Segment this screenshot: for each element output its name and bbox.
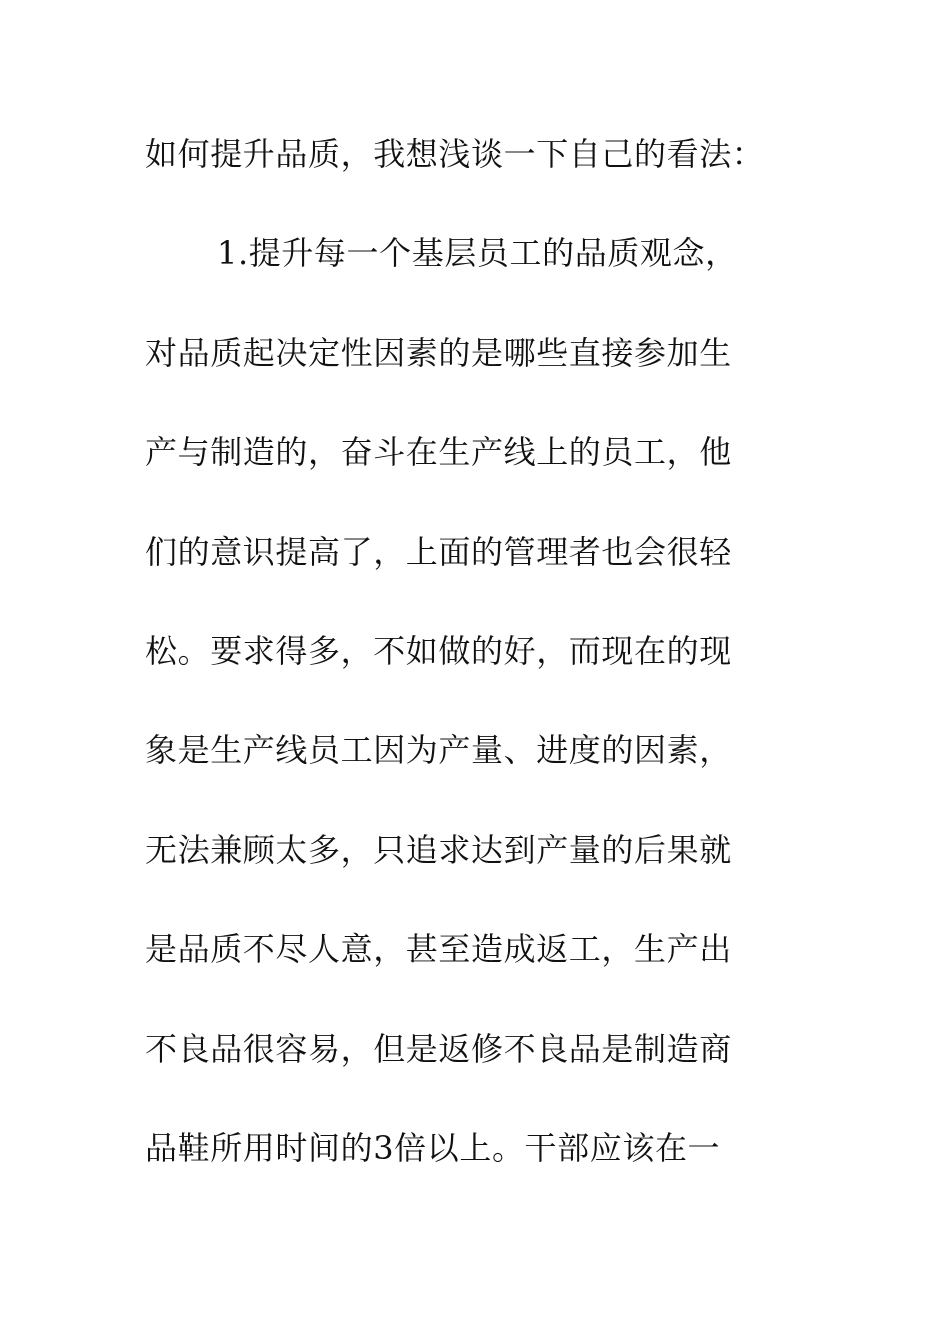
text-line: 对品质起决定性因素的是哪些直接参加生 [145, 333, 732, 372]
list-item-heading: 1.提升每一个基层员工的品质观念， [217, 234, 738, 273]
text-line: 象是生产线员工因为产量、进度的因素， [145, 731, 732, 770]
text-line: 无法兼顾太多，只追求达到产量的后果就 [145, 830, 732, 869]
text-line: 不良品很容易，但是返修不良品是制造商 [145, 1029, 732, 1068]
text-line: 是品质不尽人意，甚至造成返工，生产出 [145, 930, 732, 969]
text-line: 们的意识提高了，上面的管理者也会很轻 [145, 532, 732, 571]
text-line: 品鞋所用时间的3倍以上。干部应该在一 [145, 1128, 721, 1167]
text-line: 产与制造的，奋斗在生产线上的员工，他 [145, 433, 732, 472]
text-line: 如何提升品质，我想浅谈一下自己的看法： [145, 135, 765, 173]
text-line: 松。要求得多，不如做的好，而现在的现 [145, 631, 732, 670]
body-text [145, 129, 795, 1222]
